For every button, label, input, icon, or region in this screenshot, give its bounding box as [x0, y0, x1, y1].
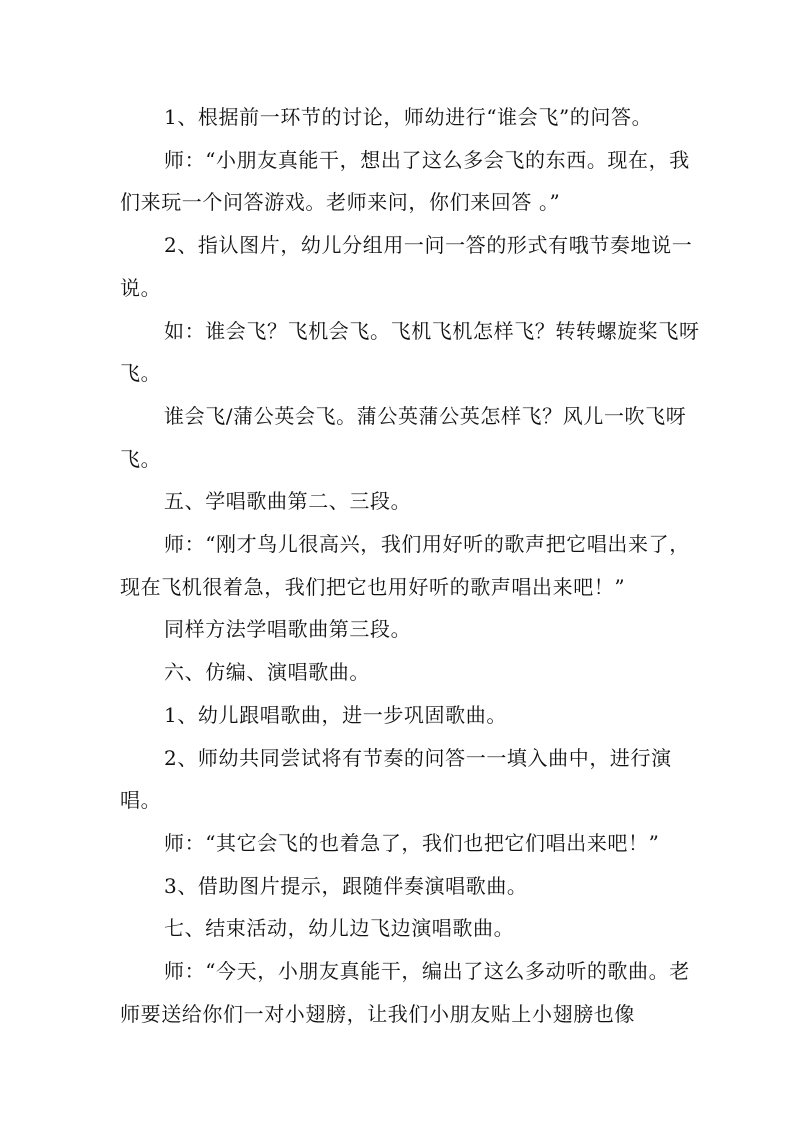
- paragraph-teacher-wings: 师：“今天，小朋友真能干，编出了这么多动听的歌曲。老师要送给你们一对小翅膀，让我们小朋友贴上小翅膀也像: [120, 959, 690, 1026]
- paragraph-picture-grouping: 2、指认图片，幼儿分组用一问一答的形式有哦节奏地说一说。: [120, 233, 693, 300]
- paragraph-qa-intro: 1、根据前一环节的讨论，师幼进行“谁会飞”的问答。: [164, 105, 653, 129]
- section-heading-seven: 七、结束活动，幼儿边飞边演唱歌曲。: [164, 916, 515, 941]
- paragraph-picture-prompts: 3、借助图片提示，跟随伴奏演唱歌曲。: [164, 873, 528, 898]
- paragraph-third-verse: 同样方法学唱歌曲第三段。: [164, 617, 412, 642]
- document-body: [120, 96, 700, 1035]
- paragraph-teacher-bird-song: 师：“刚才鸟儿很高兴，我们用好听的歌声把它唱出来了，现在飞机很着急，我们把它也用好听的歌声唱出来吧！”: [120, 532, 690, 599]
- paragraph-fill-in-song: 2、师幼共同尝试将有节奏的问答一一填入曲中，进行演唱。: [120, 745, 672, 813]
- paragraph-teacher-qa-game: 师：“小朋友真能干，想出了这么多会飞的东西。现在，我们来玩一个问答游戏。老师来问，你们来回答 。”: [120, 147, 690, 215]
- section-heading-five: 五、学唱歌曲第二、三段。: [164, 489, 412, 514]
- section-heading-six: 六、仿编、演唱歌曲。: [164, 660, 370, 685]
- paragraph-teacher-others-fly: 师：“其它会飞的也着急了，我们也把它们唱出来吧！”: [164, 830, 660, 855]
- paragraph-follow-singing: 1、幼儿跟唱歌曲，进一步巩固歌曲。: [164, 702, 507, 727]
- paragraph-dandelion-example: 谁会飞/蒲公英会飞。蒲公英蒲公英怎样飞？风儿一吹飞呀飞。: [120, 403, 687, 471]
- paragraph-airplane-example: 如：谁会飞？飞机会飞。飞机飞机怎样飞？转转螺旋桨飞呀飞。: [120, 318, 700, 386]
